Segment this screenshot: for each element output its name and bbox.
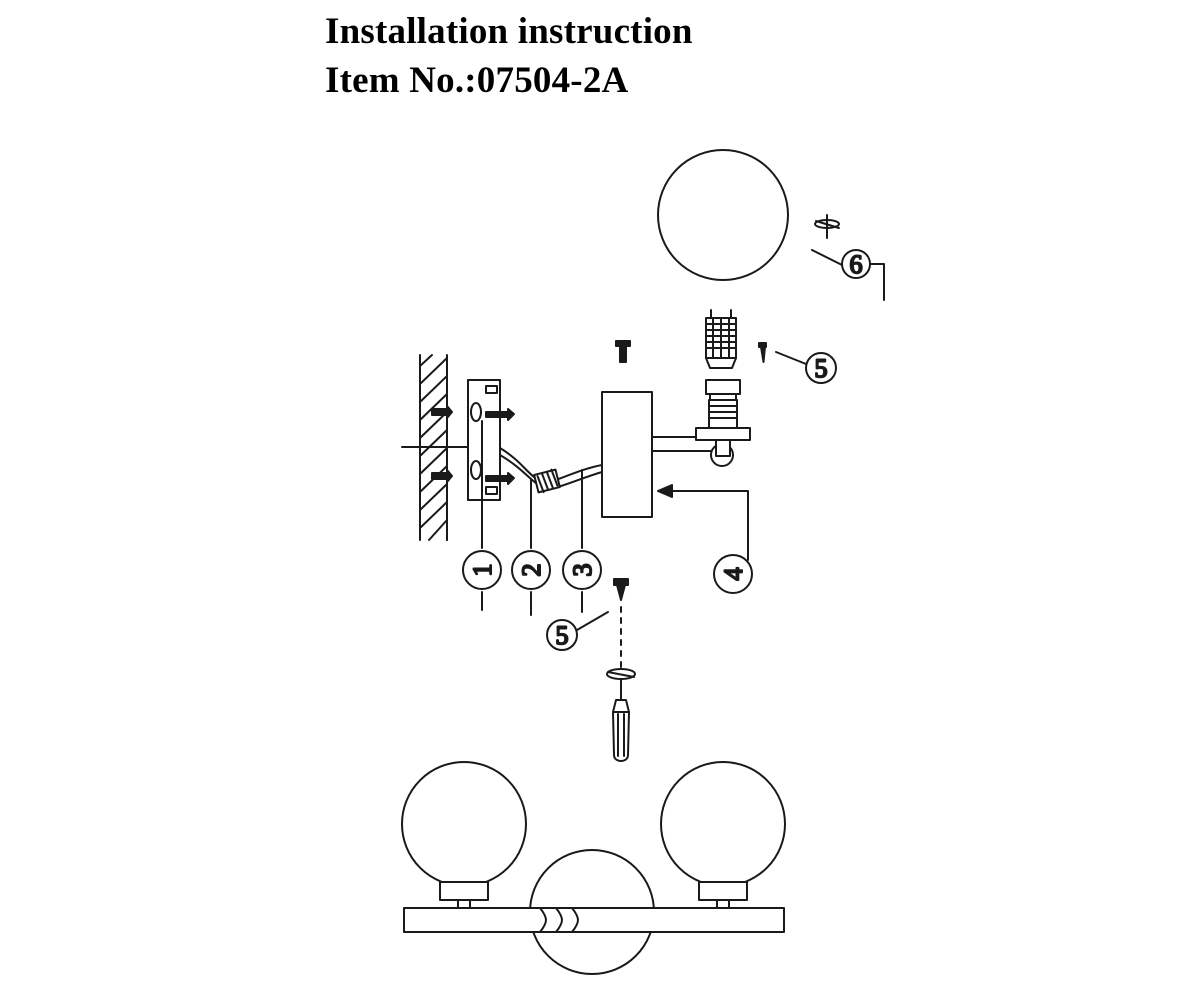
assembly-direction-arrow xyxy=(658,485,748,560)
callout-5-upper-label: 5 xyxy=(814,354,828,383)
title-line-1: Installation instruction xyxy=(325,11,693,52)
callout-1-label: 1 xyxy=(468,563,498,577)
callout-5-lower xyxy=(547,612,608,650)
assembled-two-light-wall-lamp xyxy=(402,762,785,974)
callout-5-upper xyxy=(776,352,836,383)
screw-icon-5-upper xyxy=(759,343,766,362)
fixing-screw-lower xyxy=(614,579,628,672)
callout-6-label: 6 xyxy=(849,250,863,279)
callout-1 xyxy=(463,551,501,589)
glass-globe-top xyxy=(658,150,788,280)
title-line-2: Item No.:07504-2A xyxy=(325,59,629,101)
callout-3-label: 3 xyxy=(568,563,598,577)
callout-3 xyxy=(563,551,601,589)
screwdriver-tool xyxy=(607,669,635,761)
callout-6 xyxy=(812,250,884,300)
callout-4-label: 4 xyxy=(719,567,749,581)
screw-icon-6 xyxy=(815,215,839,238)
cable-connector xyxy=(534,469,560,493)
lamp-body-canopy xyxy=(602,392,652,517)
callout-2-label: 2 xyxy=(517,563,547,577)
g9-led-bulb xyxy=(706,310,736,368)
callout-4 xyxy=(714,555,752,593)
body-top-screw xyxy=(616,341,630,362)
callout-2 xyxy=(512,551,550,589)
callout-5-lower-label: 5 xyxy=(555,621,569,650)
